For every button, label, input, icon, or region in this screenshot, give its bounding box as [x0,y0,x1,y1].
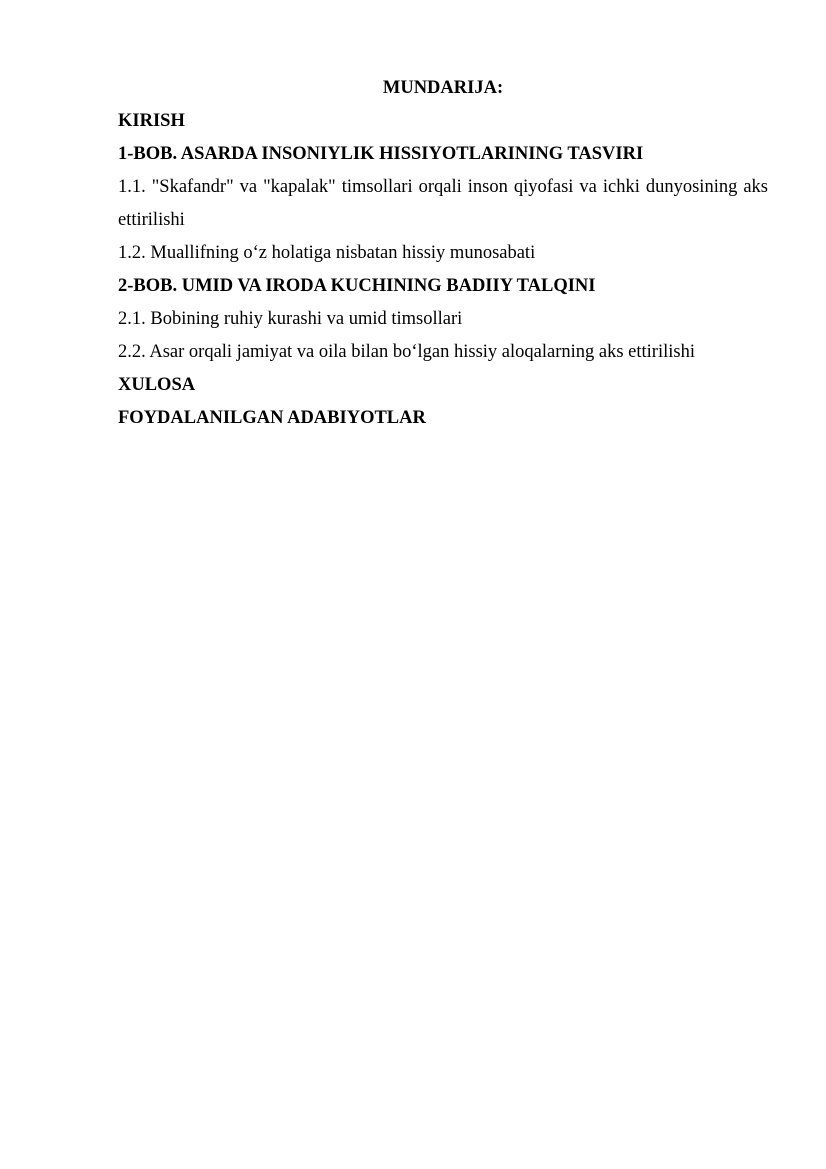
toc-item-section-2-2: 2.2. Asar orqali jamiyat va oila bilan bo‘lgan hissiy aloqalarning aks ettirilishi [118,342,695,362]
toc-item-section-1-2: 1.2. Muallifning o‘z holatiga nisbatan hissiy munosabati [118,243,536,263]
toc-item-chapter-2: 2-BOB. UMID VA IRODA KUCHINING BADIIY TALQINI [118,276,596,296]
toc-list [118,105,768,435]
table-of-contents [118,72,768,435]
toc-item-conclusion: XULOSA [118,375,196,395]
toc-item-introduction: KIRISH [118,111,185,131]
toc-item-references: FOYDALANILGAN ADABIYOTLAR [118,408,426,428]
toc-item-section-2-1: 2.1. Bobining ruhiy kurashi va umid timsollari [118,309,463,329]
toc-item-section-1-1: 1.1. "Skafandr" va "kapalak" timsollari orqali inson qiyofasi va ichki dunyosining aks ettirilishi [118,177,768,230]
toc-item-chapter-1: 1-BOB. ASARDA INSONIYLIK HISSIYOTLARINING TASVIRI [118,144,644,164]
toc-title: MUNDARIJA: [382,78,504,98]
